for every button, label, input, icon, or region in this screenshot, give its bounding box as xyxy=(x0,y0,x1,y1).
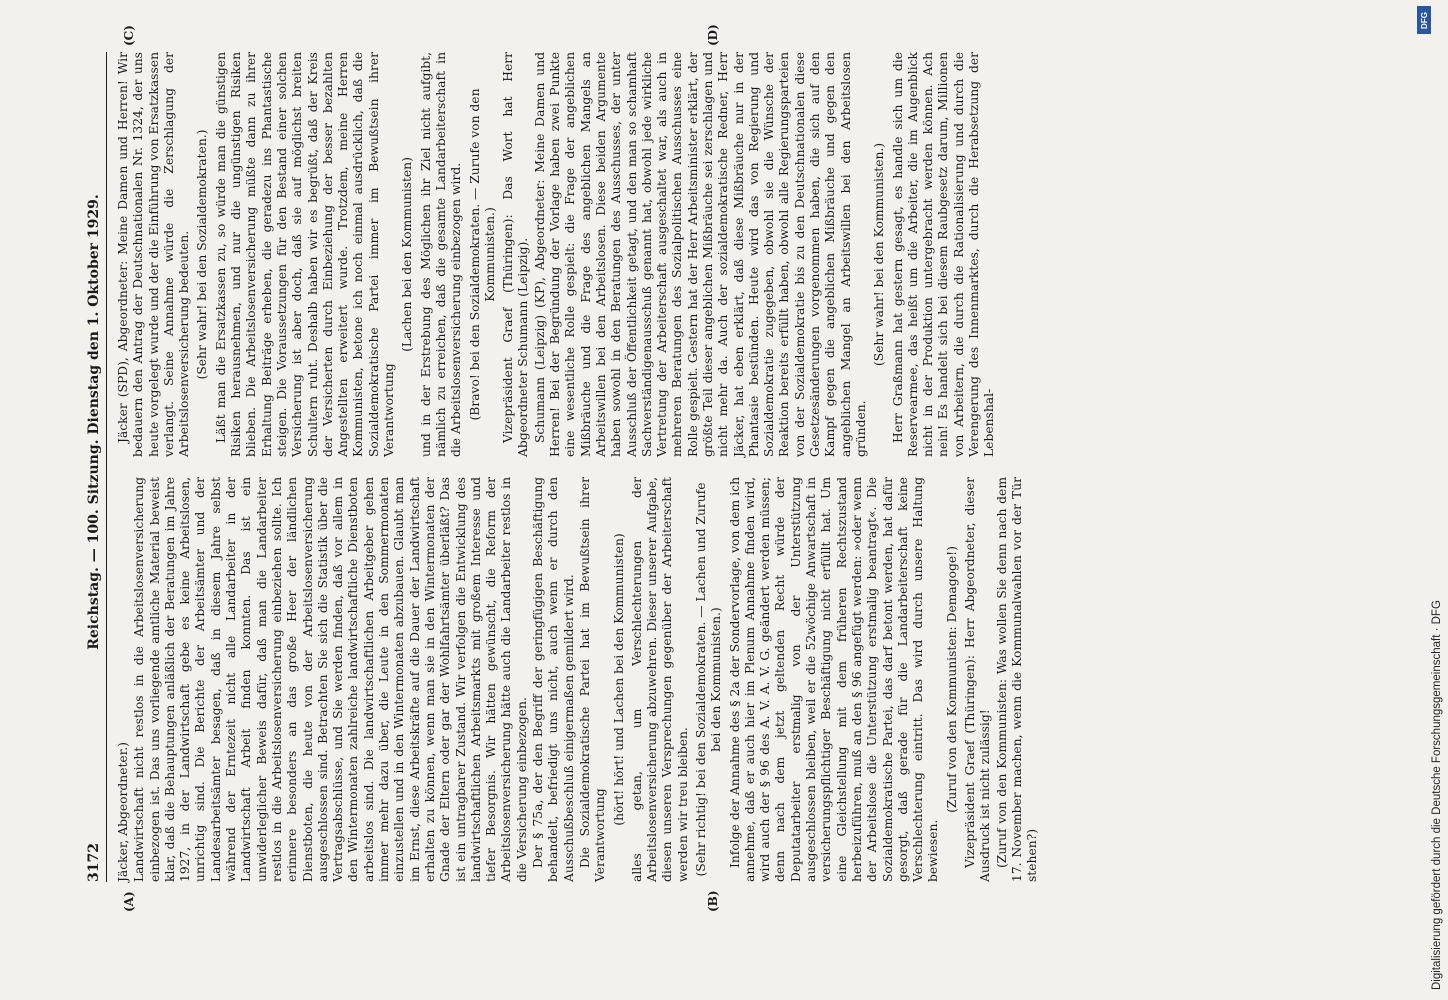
digitization-stamp-text: Digitalisierung gefördert durch die Deutsche Forschungsgemeinschaft · DFG xyxy=(1431,600,1443,990)
paragraph-sozialdemokratische-partei: Die Sozialdemokratische Partei hat im Bewußtsein ihrer Verantwortung xyxy=(577,477,608,882)
paragraph-landwirtschaft: Landwirtschaft nicht restlos in die Arbeitslosenversicherung einbezogen ist. Das uns vorliegende amtliche Material beweist klar, daß die Behauptungen anläßlich der Beratungen im Jahre 1927, in der Landwirtschaft gebe es keine Arbeitslosen, unrichtig sind. Die Berichte der Arbeitsämter und der Landesarbeitsämter besagen, daß in diesem Jahre selbst während der Erntezeit nicht alle Landarbeiter in der Landwirtschaft Arbeit finden konnten. Das ist ein unwiderleglicher Beweis dafür, daß man die Landarbeiter restlos in die Arbeitslosenversicherung einbeziehen sollte. Ich erinnere besonders an das große Heer der ländlichen Dienstboten, die heute von der Arbeitslosenversicherung ausgeschlossen sind. Betrachten Sie sich die Statistik über die Vertragsabschlüsse, und Sie werden finden, daß vor allem in den Wintermonaten zahlreiche landwirtschaftliche Dienstboten arbeitslos sind. Die landwirtschaftlichen Arbeitgeber gehen immer mehr dazu über, die Leute in den Sommermonaten einzustellen und in den Wintermonaten abzubauen. Glaubt man im Ernst, diese Arbeitskräfte auf die Dauer der Landwirtschaft erhalten zu können, wenn man sie in den Wintermonaten der Gnade der Eltern oder gar der Wohlfahrtsämter überläßt? Das ist ein untragbarer Zustand. Wir verfolgen die Entwicklung des landwirtschaftlichen Arbeitsmarkts mit großem Interesse und tiefer Besorgnis. Wir hätten gewünscht, die Reform der Arbeitslosenversicherung hätte auch die Landarbeiter restlos in die Versicherung einbezogen. xyxy=(132,477,529,882)
left-text-column xyxy=(116,477,1306,882)
margin-marker-a: (A) xyxy=(122,891,136,912)
page-running-title: Reichstag. — 100. Sitzung. Dienstag den 1. Oktober 1929. xyxy=(86,194,102,650)
interjection: (Bravo! bei den Sozialdemokraten. — Zurufe von den Kommunisten.) xyxy=(467,88,497,421)
paragraph-alles-getan: alles getan, um Verschlechterungen der Arbeitslosenversicherung abzuwehren. Dieser unserer Aufgabe, diesen unseren Versprechungen gegenüber der Arbeiterschaft werden wir treu bleiben. xyxy=(629,477,690,882)
paragraph-speaker-continued: Jäcker, Abgeordneter.) xyxy=(116,742,130,882)
interjection: (Zuruf von den Kommunisten: Was wollen Sie denn nach dem 17. November machen, wenn die Kommunalwahlen vor der Tür stehen?) xyxy=(994,477,1040,882)
right-text-column xyxy=(116,52,1306,457)
interjection: (Sehr richtig! bei den Sozialdemokraten. — Lachen und Zurufe bei den Kommunisten.) xyxy=(693,482,724,877)
paragraph-paragraph-75a: Der § 75a, der den Begriff der geringfügigen Beschäftigung behandelt, befriedigt uns nicht, auch wenn er durch den Ausschußbeschluß einigermaßen gemildert wird. xyxy=(531,477,576,882)
interjection: (Lachen bei den Kommunisten) xyxy=(400,157,415,352)
digitization-stamp xyxy=(1404,10,1443,990)
interjection: (Sehr wahr! bei den Kommunisten.) xyxy=(872,142,887,367)
paragraph-infolge-der-annahme: Infolge der Annahme des § 2a der Sondervorlage, von dem ich annehme, daß er auch hier im Plenum Annahme finden wird, wird auch der § 96 des A. V. A. V. G. geändert werden müssen; denn nach dem jetzt geltenden Recht würde der Deputatarbeiter erstmalig von der Unterstützung ausgeschlossen bleiben, weil er die 52wöchige Anwartschaft in versicherungspflichtiger Beschäftigung nicht erfüllt hat. Um eine Gleichstellung mit dem früheren Rechtszustand herbeizuführen, muß an den § 96 angefügt werden: »oder wenn der Arbeitslose die Unterstützung erstmalig beantragt«. Die Sozialdemokratische Partei, das darf betont werden, hat dafür gesorgt, daß gerade für die Landarbeiterschaft keine Verschlechterung eintritt. Das wird durch unsere Haltung bewiesen. xyxy=(727,477,941,882)
margin-marker-d: (D) xyxy=(706,24,720,46)
page-number: 3172 xyxy=(86,843,102,882)
header-rule xyxy=(106,52,107,882)
paragraph-erstrebung: und in der Erstrebung des Möglichen ihr Ziel nicht aufgibt, nämlich zu erreichen, daß die gesamte Landarbeiterschaft in die Arbeitslosenversicherung einbezogen wird. xyxy=(418,52,464,457)
paragraph-vizepraesident: Vizepräsident Graef (Thüringen): Herr Abgeordneter, dieser Ausdruck ist nicht zulässig! xyxy=(963,477,993,882)
paragraph-vizepraesident-wort: Vizepräsident Graef (Thüringen): Das Wort hat Herr Abgeordneter Schumann (Leipzig). xyxy=(501,52,531,457)
paragraph-schumann-speech: Schumann (Leipzig) (KP), Abgeordneter: Meine Damen und Herren! Bei der Begründung der Vorlage haben zwei Punkte eine wesentliche Rolle gespielt: die Frage der angeblichen Mißbräuche und die Frage des angeblichen Mangels an Arbeitswillen bei den Arbeitslosen. Diese beiden Argumente haben sowohl in den Beratungen des Ausschusses, der unter Ausschluß der Öffentlichkeit getagt, und den man so schamhaft Sachverständigenausschuß genannt hat, obwohl jede wirkliche Vertretung der Arbeiterschaft ausgeschaltet war, als auch in mehreren Beratungen des Sozialpolitischen Ausschusses eine Rolle gespielt. Gestern hat der Herr Arbeitsminister erklärt, der größte Teil dieser angeblichen Mißbräuche sei zerschlagen und nicht mehr da. Auch der sozialdemokratische Redner, Herr Jäcker, hat eben erklärt, daß diese Mißbräuche nur in der Phantasie bestünden. Heute wird das von Regierung und Sozialdemokratie zugegeben, obwohl sie die Wünsche der Reaktion bereits erfüllt haben, obwohl alle Regierungsparteien von der Sozialdemokratie bis zu den Deutschnationalen diese Gesetzesänderungen vorgenommen haben, die sich auf den Kampf gegen die angeblichen Mißbräuche und gegen den angeblichen Mangel an Arbeitswillen bei den Arbeitslosen gründen. xyxy=(532,52,868,457)
paragraph-jaecker-speech: Jäcker (SPD), Abgeordneter: Meine Damen und Herren! Wir bedauern den Antrag der Deutschnationalen Nr. 1324, der uns heute vorgelegt wurde und der die Einführung von Ersatzkassen verlangt. Seine Annahme würde die Zerschlagung der Arbeitslosenversicherung bedeuten. xyxy=(116,52,192,457)
margin-marker-c: (C) xyxy=(122,25,136,46)
interjection: (Zuruf von den Kommunisten: Demagoge!) xyxy=(944,546,959,813)
dfg-logo-icon: DFG xyxy=(1417,6,1431,34)
paragraph-grassmann: Herr Graßmann hat gestern gesagt, es handle sich um die Reservearmee, das heißt um die Arbeiter, die im Augenblick nicht in der Produktion untergebracht werden können. Ach nein! Es handelt sich bei diesem Raubgesetz darum, Millionen von Arbeitern, die durch die Rationalisierung und durch die Verengerung des Innenmarktes, durch die Herabsetzung der Lebenshal- xyxy=(890,52,997,457)
interjection: (Sehr wahr! bei den Sozialdemokraten.) xyxy=(195,129,210,380)
interjection: (hört! hört! und Lachen bei den Kommunisten) xyxy=(611,533,626,826)
paragraph-ersatzkassen: Läßt man die Ersatzkassen zu, so würde man die günstigen Risiken herausnehmen, und nur die ungünstigen Risiken blieben. Die Arbeitslosenversicherung müßte dann zu ihrer Erhaltung Beiträge erheben, die geradezu ins Phantastische steigen. Die Voraussetzungen für den Bestand einer solchen Versicherung ist aber doch, daß sie auf möglichst breiten Schultern ruht. Deshalb haben wir es begrüßt, daß der Kreis der Versicherten durch Einbeziehung der besser bezahlten Angestellten erweitert wurde. Trotzdem, meine Herren Kommunisten, betone ich noch einmal ausdrücklich, daß die Sozialdemokratische Partei immer im Bewußtsein ihrer Verantwortung xyxy=(213,52,397,457)
margin-marker-b: (B) xyxy=(706,890,720,912)
page-header xyxy=(86,52,106,882)
